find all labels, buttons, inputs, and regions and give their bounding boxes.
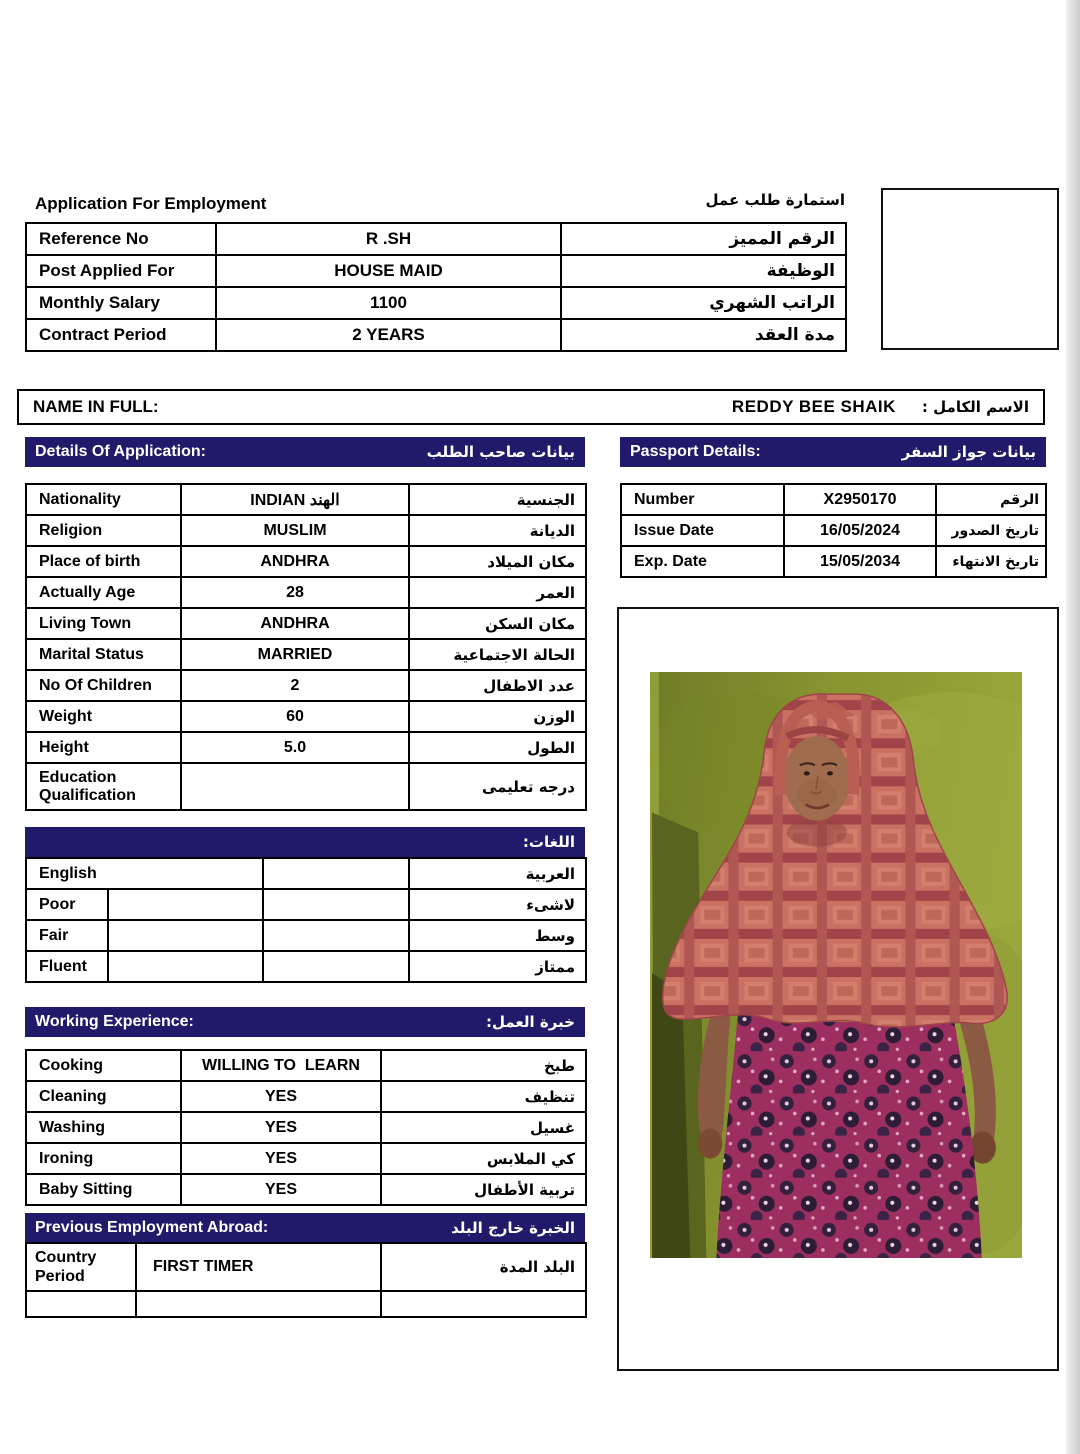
table-row	[26, 701, 586, 732]
previous-employment-table	[25, 1242, 587, 1318]
arabic-cell: وسط	[409, 920, 586, 951]
arabic-cell: الوظيفة	[561, 255, 846, 287]
label-cell: Contract Period	[26, 319, 216, 351]
arabic-cell: تاريخ الصدور	[936, 515, 1046, 546]
table-row	[26, 319, 846, 351]
details-section-header	[25, 437, 585, 467]
label-cell	[26, 1291, 136, 1317]
empty-cell	[263, 858, 409, 889]
table-row	[26, 223, 846, 255]
page-title: Application For Employment	[35, 194, 267, 213]
arabic-cell: الطول	[409, 732, 586, 763]
empty-cell	[108, 889, 263, 920]
value-cell: WILLING TO LEARN	[181, 1050, 381, 1081]
empty-cell	[263, 920, 409, 951]
table-row	[26, 639, 586, 670]
section-title: Details Of Application:	[35, 443, 206, 460]
arabic-cell: ممتاز	[409, 951, 586, 982]
table-row	[26, 951, 586, 982]
value-cell: MARRIED	[181, 639, 409, 670]
label-cell: Actually Age	[26, 577, 181, 608]
section-title-arabic: الخبرة خارج البلد	[451, 1219, 575, 1237]
label-cell: Exp. Date	[621, 546, 784, 577]
arabic-cell: تنظيف	[381, 1081, 586, 1112]
arabic-cell: مكان السكن	[409, 608, 586, 639]
section-title-arabic: اللغات:	[522, 833, 575, 851]
label-cell: English	[26, 858, 263, 889]
arabic-cell: طبخ	[381, 1050, 586, 1081]
section-title-arabic: بيانات صاحب الطلب	[426, 443, 575, 461]
table-row	[621, 484, 1046, 515]
value-cell: YES	[181, 1174, 381, 1205]
value-cell: YES	[181, 1081, 381, 1112]
arabic-cell: غسيل	[381, 1112, 586, 1143]
table-row	[621, 515, 1046, 546]
label-cell: Education Qualification	[26, 763, 181, 810]
applicant-photo	[650, 672, 1022, 1258]
applicant-photo-frame	[617, 607, 1059, 1371]
section-title-arabic: خبرة العمل:	[485, 1013, 575, 1031]
languages-section-header	[25, 827, 585, 857]
label-cell: Ironing	[26, 1143, 181, 1174]
table-row	[26, 858, 586, 889]
value-cell: INDIAN الهند	[181, 484, 409, 515]
value-cell: 5.0	[181, 732, 409, 763]
previous-employment-section-header	[25, 1213, 585, 1243]
value-cell: 2 YEARS	[216, 319, 561, 351]
table-row	[26, 889, 586, 920]
value-cell: 16/05/2024	[784, 515, 936, 546]
arabic-cell: تاريخ الانتهاء	[936, 546, 1046, 577]
table-row	[26, 1050, 586, 1081]
arabic-cell: الحالة الاجتماعية	[409, 639, 586, 670]
value-cell: ANDHRA	[181, 608, 409, 639]
table-row	[26, 608, 586, 639]
table-row	[26, 1243, 586, 1291]
arabic-cell	[381, 1291, 586, 1317]
label-cell: Cleaning	[26, 1081, 181, 1112]
value-cell: 2	[181, 670, 409, 701]
label-cell: Post Applied For	[26, 255, 216, 287]
arabic-cell: مكان الميلاد	[409, 546, 586, 577]
label-cell: Baby Sitting	[26, 1174, 181, 1205]
arabic-cell: تربية الأطفال	[381, 1174, 586, 1205]
name-label: NAME IN FULL:	[33, 397, 159, 416]
table-row	[26, 577, 586, 608]
table-row	[26, 732, 586, 763]
arabic-cell: الرقم	[936, 484, 1046, 515]
details-table	[25, 483, 587, 811]
arabic-cell: مدة العقد	[561, 319, 846, 351]
label-cell: Country Period	[26, 1243, 136, 1291]
value-cell: ANDHRA	[181, 546, 409, 577]
value-cell	[136, 1291, 381, 1317]
arabic-cell: الديانة	[409, 515, 586, 546]
label-cell: Religion	[26, 515, 181, 546]
label-cell: Fair	[26, 920, 108, 951]
label-cell: No Of Children	[26, 670, 181, 701]
table-row	[26, 1291, 586, 1317]
label-cell: Reference No	[26, 223, 216, 255]
value-cell: 1100	[216, 287, 561, 319]
table-row	[26, 515, 586, 546]
value-cell	[181, 763, 409, 810]
summary-table	[25, 222, 847, 352]
applicant-name: REDDY BEE SHAIK	[731, 397, 896, 416]
working-experience-section-header	[25, 1007, 585, 1037]
value-cell: MUSLIM	[181, 515, 409, 546]
arabic-cell: الراتب الشهري	[561, 287, 846, 319]
label-cell: Weight	[26, 701, 181, 732]
languages-table	[25, 857, 587, 983]
table-row	[26, 255, 846, 287]
empty-cell	[108, 951, 263, 982]
arabic-cell: البلد المدة	[381, 1243, 586, 1291]
value-cell: 60	[181, 701, 409, 732]
working-experience-table	[25, 1049, 587, 1206]
table-row	[26, 670, 586, 701]
label-cell: Monthly Salary	[26, 287, 216, 319]
table-row	[26, 1112, 586, 1143]
empty-cell	[108, 920, 263, 951]
empty-cell	[263, 889, 409, 920]
arabic-cell: الجنسية	[409, 484, 586, 515]
label-cell: Nationality	[26, 484, 181, 515]
passport-section-header	[620, 437, 1046, 467]
table-row	[621, 546, 1046, 577]
label-cell: Poor	[26, 889, 108, 920]
value-cell: 28	[181, 577, 409, 608]
arabic-cell: الرقم المميز	[561, 223, 846, 255]
name-in-full-bar	[17, 389, 1045, 425]
table-row	[26, 763, 586, 810]
value-cell: YES	[181, 1143, 381, 1174]
table-row	[26, 546, 586, 577]
arabic-cell: الوزن	[409, 701, 586, 732]
section-title: Working Experience:	[35, 1013, 194, 1030]
label-cell: Washing	[26, 1112, 181, 1143]
table-row	[26, 287, 846, 319]
label-cell: Cooking	[26, 1050, 181, 1081]
photo-placeholder-box	[881, 188, 1059, 350]
table-row	[26, 484, 586, 515]
section-title-arabic: بيانات جواز السفر	[901, 443, 1036, 461]
value-cell: X2950170	[784, 484, 936, 515]
name-label-arabic: الاسم الكامل :	[921, 398, 1029, 416]
arabic-cell: كي الملابس	[381, 1143, 586, 1174]
value-cell: R .SH	[216, 223, 561, 255]
value-cell: FIRST TIMER	[136, 1243, 381, 1291]
arabic-cell: درجه تعليمى	[409, 763, 586, 810]
section-title: Passport Details:	[630, 443, 761, 460]
table-row	[26, 1143, 586, 1174]
section-title: Previous Employment Abroad:	[35, 1219, 269, 1236]
value-cell: 15/05/2034	[784, 546, 936, 577]
scan-edge-shadow	[1066, 0, 1080, 1454]
table-row	[26, 1081, 586, 1112]
arabic-cell: العربية	[409, 858, 586, 889]
label-cell: Marital Status	[26, 639, 181, 670]
page-title-arabic: استمارة طلب عمل	[705, 191, 845, 209]
label-cell: Place of birth	[26, 546, 181, 577]
label-cell: Fluent	[26, 951, 108, 982]
value-cell: YES	[181, 1112, 381, 1143]
arabic-cell: لاشىء	[409, 889, 586, 920]
table-row	[26, 1174, 586, 1205]
label-cell: Height	[26, 732, 181, 763]
value-cell: HOUSE MAID	[216, 255, 561, 287]
passport-table	[620, 483, 1047, 578]
label-cell: Living Town	[26, 608, 181, 639]
table-row	[26, 920, 586, 951]
label-cell: Issue Date	[621, 515, 784, 546]
label-cell: Number	[621, 484, 784, 515]
arabic-cell: عدد الاطفال	[409, 670, 586, 701]
empty-cell	[263, 951, 409, 982]
arabic-cell: العمر	[409, 577, 586, 608]
